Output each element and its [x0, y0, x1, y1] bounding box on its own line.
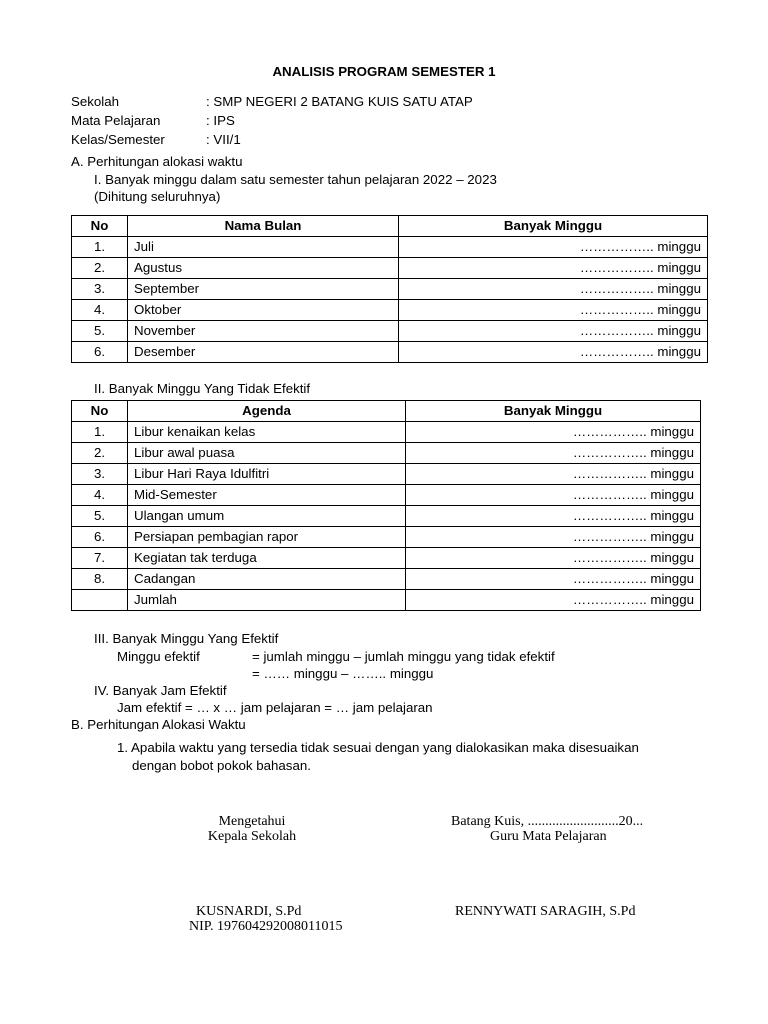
table-row — [72, 506, 701, 527]
sub4-heading: IV. Banyak Jam Efektif — [94, 683, 227, 698]
header-month: Nama Bulan — [128, 216, 399, 237]
cell-month: Juli — [128, 237, 399, 258]
table-row — [72, 258, 708, 279]
cell-no: 1. — [72, 422, 128, 443]
sub4-line: Jam efektif = … x … jam pelajaran = … jam pelajaran — [117, 700, 433, 715]
cell-weeks: …………….. minggu — [406, 548, 701, 569]
section-a-heading: A. Perhitungan alokasi waktu — [71, 154, 243, 169]
cell-no: 8. — [72, 569, 128, 590]
table-row — [72, 237, 708, 258]
signature-left-line1: Mengetahui — [218, 814, 286, 829]
cell-agenda: Cadangan — [128, 569, 406, 590]
cell-month: November — [128, 321, 399, 342]
cell-no: 6. — [72, 527, 128, 548]
cell-month: Agustus — [128, 258, 399, 279]
cell-no: 7. — [72, 548, 128, 569]
cell-weeks: …………….. minggu — [406, 569, 701, 590]
table-non-effective — [71, 400, 701, 611]
sub3-heading: III. Banyak Minggu Yang Efektif — [94, 631, 279, 646]
signature-left-line2: Kepala Sekolah — [207, 829, 297, 844]
cell-weeks: …………….. minggu — [399, 237, 708, 258]
identity-label: Mata Pelajaran — [71, 113, 161, 128]
sub3-line1: = jumlah minggu – jumlah minggu yang tidak efektif — [252, 649, 555, 664]
identity-school — [71, 92, 473, 111]
table-row — [72, 422, 701, 443]
table-row — [72, 443, 701, 464]
identity-label: Kelas/Semester — [71, 132, 165, 147]
cell-agenda: Ulangan umum — [128, 506, 406, 527]
table-total-row — [72, 590, 701, 611]
cell-no: 1. — [72, 237, 128, 258]
cell-agenda: Kegiatan tak terduga — [128, 548, 406, 569]
table-row — [72, 527, 701, 548]
identity-class — [71, 130, 473, 149]
table-months — [71, 215, 708, 363]
cell-agenda: Libur awal puasa — [128, 443, 406, 464]
cell-weeks: …………….. minggu — [406, 485, 701, 506]
cell-weeks: …………….. minggu — [406, 422, 701, 443]
cell-weeks: …………….. minggu — [406, 506, 701, 527]
cell-agenda: Libur kenaikan kelas — [128, 422, 406, 443]
cell-no: 3. — [72, 464, 128, 485]
identity-block — [71, 92, 473, 149]
header-agenda: Agenda — [128, 401, 406, 422]
cell-month: Oktober — [128, 300, 399, 321]
table-row — [72, 321, 708, 342]
identity-label: Sekolah — [71, 94, 120, 109]
section-b-heading: B. Perhitungan Alokasi Waktu — [71, 717, 246, 732]
cell-weeks: …………….. minggu — [399, 321, 708, 342]
section-b-item1-line1: 1. Apabila waktu yang tersedia tidak sesuai dengan yang dialokasikan maka disesuaikan — [117, 740, 639, 755]
cell-weeks: …………….. minggu — [406, 443, 701, 464]
header-weeks: Banyak Minggu — [399, 216, 708, 237]
table-row — [72, 300, 708, 321]
cell-weeks: …………….. minggu — [399, 342, 708, 363]
cell-no: 4. — [72, 485, 128, 506]
sub3-line2: = …… minggu – …….. minggu — [252, 666, 434, 681]
table-row — [72, 342, 708, 363]
cell-weeks: …………….. minggu — [406, 527, 701, 548]
cell-agenda: Libur Hari Raya Idulfitri — [128, 464, 406, 485]
identity-value: : IPS — [206, 113, 235, 128]
signature-right-line1: Batang Kuis, ..........................20... — [451, 814, 644, 829]
section-b-item1-line2: dengan bobot pokok bahasan. — [132, 758, 311, 773]
identity-value: : VII/1 — [206, 132, 241, 147]
header-no: No — [72, 216, 128, 237]
table-header-row — [72, 216, 708, 237]
signature-left-name: KUSNARDI, S.Pd — [196, 904, 302, 919]
table-row — [72, 279, 708, 300]
table-row — [72, 569, 701, 590]
table-row — [72, 548, 701, 569]
cell-month: Desember — [128, 342, 399, 363]
cell-no: 6. — [72, 342, 128, 363]
cell-agenda: Mid-Semester — [128, 485, 406, 506]
section-a-sub1-note: (Dihitung seluruhnya) — [94, 189, 221, 204]
cell-agenda: Persiapan pembagian rapor — [128, 527, 406, 548]
cell-weeks: …………….. minggu — [406, 590, 701, 611]
cell-agenda: Jumlah — [128, 590, 406, 611]
signature-right-name: RENNYWATI SARAGIH, S.Pd — [455, 904, 636, 919]
cell-no: 3. — [72, 279, 128, 300]
cell-no — [72, 590, 128, 611]
signature-left-nip: NIP. 197604292008011015 — [189, 919, 343, 934]
cell-no: 5. — [72, 321, 128, 342]
header-no: No — [72, 401, 128, 422]
table-row — [72, 485, 701, 506]
table-header-row — [72, 401, 701, 422]
section-a-sub1: I. Banyak minggu dalam satu semester tahun pelajaran 2022 – 2023 — [94, 172, 497, 187]
cell-no: 2. — [72, 258, 128, 279]
identity-value: : SMP NEGERI 2 BATANG KUIS SATU ATAP — [206, 94, 473, 109]
cell-weeks: …………….. minggu — [399, 279, 708, 300]
sub3-label: Minggu efektif — [117, 649, 200, 664]
header-weeks: Banyak Minggu — [406, 401, 701, 422]
document-title: ANALISIS PROGRAM SEMESTER 1 — [272, 64, 496, 79]
cell-no: 5. — [72, 506, 128, 527]
table-row — [72, 464, 701, 485]
cell-weeks: …………….. minggu — [406, 464, 701, 485]
cell-weeks: …………….. minggu — [399, 258, 708, 279]
sub2-heading: II. Banyak Minggu Yang Tidak Efektif — [94, 381, 311, 396]
cell-weeks: …………….. minggu — [399, 300, 708, 321]
identity-subject — [71, 111, 473, 130]
cell-month: September — [128, 279, 399, 300]
cell-no: 2. — [72, 443, 128, 464]
cell-no: 4. — [72, 300, 128, 321]
signature-right-line2: Guru Mata Pelajaran — [490, 829, 607, 844]
